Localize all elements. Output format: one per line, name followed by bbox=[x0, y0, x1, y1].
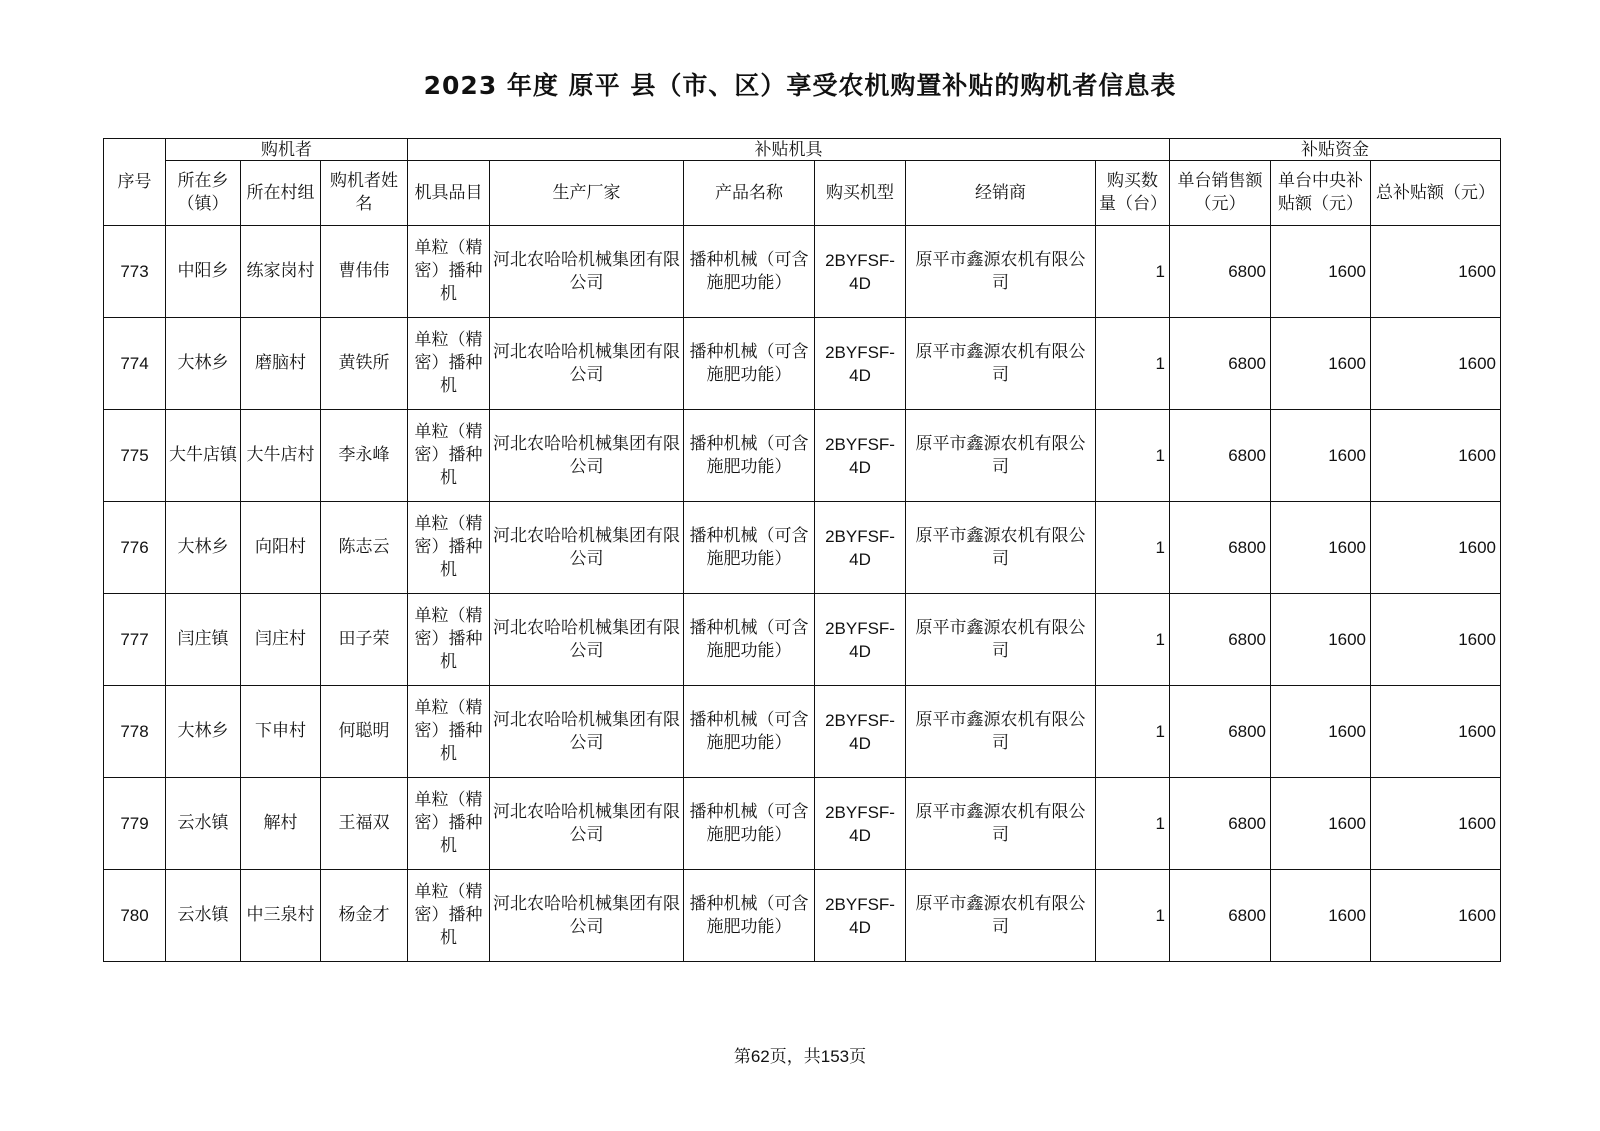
cell-model: 2BYFSF-4D bbox=[815, 778, 906, 870]
table-row bbox=[104, 226, 1501, 318]
cell-township: 大林乡 bbox=[166, 686, 241, 778]
cell-township: 大林乡 bbox=[166, 502, 241, 594]
cell-village: 闫庄村 bbox=[241, 594, 321, 686]
cell-total: 1600 bbox=[1371, 594, 1501, 686]
cell-qty: 1 bbox=[1096, 870, 1170, 962]
cell-price: 6800 bbox=[1170, 318, 1271, 410]
cell-category: 单粒（精密）播种机 bbox=[408, 594, 490, 686]
cell-model: 2BYFSF-4D bbox=[815, 410, 906, 502]
cell-name: 曹伟伟 bbox=[321, 226, 408, 318]
cell-qty: 1 bbox=[1096, 226, 1170, 318]
cell-dealer: 原平市鑫源农机有限公司 bbox=[906, 226, 1096, 318]
cell-seq: 774 bbox=[104, 318, 166, 410]
cell-product: 播种机械（可含施肥功能） bbox=[684, 502, 815, 594]
cell-manufacturer: 河北农哈哈机械集团有限公司 bbox=[490, 318, 684, 410]
footer-page-number: 62 bbox=[750, 1047, 770, 1066]
cell-total: 1600 bbox=[1371, 226, 1501, 318]
header-manufacturer: 生产厂家 bbox=[490, 161, 684, 226]
cell-model: 2BYFSF-4D bbox=[815, 870, 906, 962]
cell-price: 6800 bbox=[1170, 410, 1271, 502]
cell-seq: 775 bbox=[104, 410, 166, 502]
cell-category: 单粒（精密）播种机 bbox=[408, 318, 490, 410]
cell-village: 大牛店村 bbox=[241, 410, 321, 502]
cell-central: 1600 bbox=[1271, 318, 1371, 410]
cell-name: 王福双 bbox=[321, 778, 408, 870]
cell-total: 1600 bbox=[1371, 686, 1501, 778]
header-price: 单台销售额（元） bbox=[1170, 161, 1271, 226]
cell-dealer: 原平市鑫源农机有限公司 bbox=[906, 502, 1096, 594]
cell-central: 1600 bbox=[1271, 778, 1371, 870]
cell-village: 向阳村 bbox=[241, 502, 321, 594]
header-product: 产品名称 bbox=[684, 161, 815, 226]
cell-category: 单粒（精密）播种机 bbox=[408, 502, 490, 594]
footer-middle: 页，共 bbox=[769, 1047, 821, 1067]
cell-product: 播种机械（可含施肥功能） bbox=[684, 226, 815, 318]
cell-price: 6800 bbox=[1170, 594, 1271, 686]
cell-manufacturer: 河北农哈哈机械集团有限公司 bbox=[490, 870, 684, 962]
cell-village: 磨脑村 bbox=[241, 318, 321, 410]
cell-seq: 778 bbox=[104, 686, 166, 778]
table-row bbox=[104, 778, 1501, 870]
cell-category: 单粒（精密）播种机 bbox=[408, 778, 490, 870]
cell-product: 播种机械（可含施肥功能） bbox=[684, 686, 815, 778]
cell-seq: 776 bbox=[104, 502, 166, 594]
cell-manufacturer: 河北农哈哈机械集团有限公司 bbox=[490, 226, 684, 318]
cell-seq: 780 bbox=[104, 870, 166, 962]
cell-central: 1600 bbox=[1271, 226, 1371, 318]
cell-name: 杨金才 bbox=[321, 870, 408, 962]
cell-central: 1600 bbox=[1271, 870, 1371, 962]
footer-prefix: 第 bbox=[733, 1047, 751, 1067]
cell-total: 1600 bbox=[1371, 502, 1501, 594]
cell-name: 田子荣 bbox=[321, 594, 408, 686]
header-category: 机具品目 bbox=[408, 161, 490, 226]
cell-price: 6800 bbox=[1170, 778, 1271, 870]
table-row bbox=[104, 502, 1501, 594]
cell-price: 6800 bbox=[1170, 870, 1271, 962]
cell-dealer: 原平市鑫源农机有限公司 bbox=[906, 410, 1096, 502]
table-row bbox=[104, 410, 1501, 502]
cell-product: 播种机械（可含施肥功能） bbox=[684, 778, 815, 870]
table-row bbox=[104, 686, 1501, 778]
header-model: 购买机型 bbox=[815, 161, 906, 226]
cell-price: 6800 bbox=[1170, 226, 1271, 318]
cell-central: 1600 bbox=[1271, 410, 1371, 502]
cell-township: 闫庄镇 bbox=[166, 594, 241, 686]
cell-category: 单粒（精密）播种机 bbox=[408, 870, 490, 962]
cell-village: 下申村 bbox=[241, 686, 321, 778]
cell-township: 大牛店镇 bbox=[166, 410, 241, 502]
footer-suffix: 页 bbox=[849, 1047, 867, 1067]
cell-qty: 1 bbox=[1096, 778, 1170, 870]
cell-central: 1600 bbox=[1271, 594, 1371, 686]
header-village: 所在村组 bbox=[241, 161, 321, 226]
header-qty: 购买数量（台） bbox=[1096, 161, 1170, 226]
header-central: 单台中央补贴额（元） bbox=[1271, 161, 1371, 226]
cell-dealer: 原平市鑫源农机有限公司 bbox=[906, 778, 1096, 870]
table-row bbox=[104, 318, 1501, 410]
cell-dealer: 原平市鑫源农机有限公司 bbox=[906, 686, 1096, 778]
cell-price: 6800 bbox=[1170, 502, 1271, 594]
cell-model: 2BYFSF-4D bbox=[815, 594, 906, 686]
cell-product: 播种机械（可含施肥功能） bbox=[684, 870, 815, 962]
footer-total-pages: 153 bbox=[820, 1047, 850, 1066]
cell-manufacturer: 河北农哈哈机械集团有限公司 bbox=[490, 410, 684, 502]
cell-dealer: 原平市鑫源农机有限公司 bbox=[906, 318, 1096, 410]
cell-model: 2BYFSF-4D bbox=[815, 226, 906, 318]
cell-total: 1600 bbox=[1371, 410, 1501, 502]
cell-total: 1600 bbox=[1371, 778, 1501, 870]
cell-manufacturer: 河北农哈哈机械集团有限公司 bbox=[490, 594, 684, 686]
cell-dealer: 原平市鑫源农机有限公司 bbox=[906, 870, 1096, 962]
group-header-funds: 补贴资金 bbox=[1170, 139, 1501, 161]
cell-name: 陈志云 bbox=[321, 502, 408, 594]
cell-total: 1600 bbox=[1371, 870, 1501, 962]
cell-qty: 1 bbox=[1096, 318, 1170, 410]
cell-village: 练家岗村 bbox=[241, 226, 321, 318]
cell-name: 何聪明 bbox=[321, 686, 408, 778]
cell-total: 1600 bbox=[1371, 318, 1501, 410]
table-row bbox=[104, 870, 1501, 962]
cell-manufacturer: 河北农哈哈机械集团有限公司 bbox=[490, 686, 684, 778]
table-row bbox=[104, 594, 1501, 686]
cell-product: 播种机械（可含施肥功能） bbox=[684, 594, 815, 686]
page-footer bbox=[0, 1042, 1600, 1067]
cell-product: 播种机械（可含施肥功能） bbox=[684, 410, 815, 502]
cell-price: 6800 bbox=[1170, 686, 1271, 778]
cell-name: 李永峰 bbox=[321, 410, 408, 502]
cell-township: 云水镇 bbox=[166, 870, 241, 962]
cell-manufacturer: 河北农哈哈机械集团有限公司 bbox=[490, 502, 684, 594]
cell-category: 单粒（精密）播种机 bbox=[408, 410, 490, 502]
cell-village: 解村 bbox=[241, 778, 321, 870]
subsidy-table bbox=[103, 138, 1501, 962]
cell-model: 2BYFSF-4D bbox=[815, 686, 906, 778]
cell-central: 1600 bbox=[1271, 502, 1371, 594]
cell-township: 中阳乡 bbox=[166, 226, 241, 318]
cell-model: 2BYFSF-4D bbox=[815, 502, 906, 594]
cell-seq: 773 bbox=[104, 226, 166, 318]
cell-dealer: 原平市鑫源农机有限公司 bbox=[906, 594, 1096, 686]
cell-seq: 777 bbox=[104, 594, 166, 686]
cell-product: 播种机械（可含施肥功能） bbox=[684, 318, 815, 410]
header-name: 购机者姓名 bbox=[321, 161, 408, 226]
cell-seq: 779 bbox=[104, 778, 166, 870]
cell-central: 1600 bbox=[1271, 686, 1371, 778]
cell-category: 单粒（精密）播种机 bbox=[408, 686, 490, 778]
header-total: 总补贴额（元） bbox=[1371, 161, 1501, 226]
cell-name: 黄铁所 bbox=[321, 318, 408, 410]
cell-township: 大林乡 bbox=[166, 318, 241, 410]
page-title: 2023 年度 原平 县（市、区）享受农机购置补贴的购机者信息表 bbox=[423, 71, 1177, 100]
cell-village: 中三泉村 bbox=[241, 870, 321, 962]
cell-manufacturer: 河北农哈哈机械集团有限公司 bbox=[490, 778, 684, 870]
cell-qty: 1 bbox=[1096, 594, 1170, 686]
group-header-machine: 补贴机具 bbox=[408, 139, 1170, 161]
group-header-buyer: 购机者 bbox=[166, 139, 408, 161]
cell-model: 2BYFSF-4D bbox=[815, 318, 906, 410]
cell-qty: 1 bbox=[1096, 686, 1170, 778]
cell-qty: 1 bbox=[1096, 502, 1170, 594]
cell-qty: 1 bbox=[1096, 410, 1170, 502]
header-dealer: 经销商 bbox=[906, 161, 1096, 226]
header-seq: 序号 bbox=[104, 139, 166, 226]
cell-township: 云水镇 bbox=[166, 778, 241, 870]
header-township: 所在乡（镇） bbox=[166, 161, 241, 226]
cell-category: 单粒（精密）播种机 bbox=[408, 226, 490, 318]
